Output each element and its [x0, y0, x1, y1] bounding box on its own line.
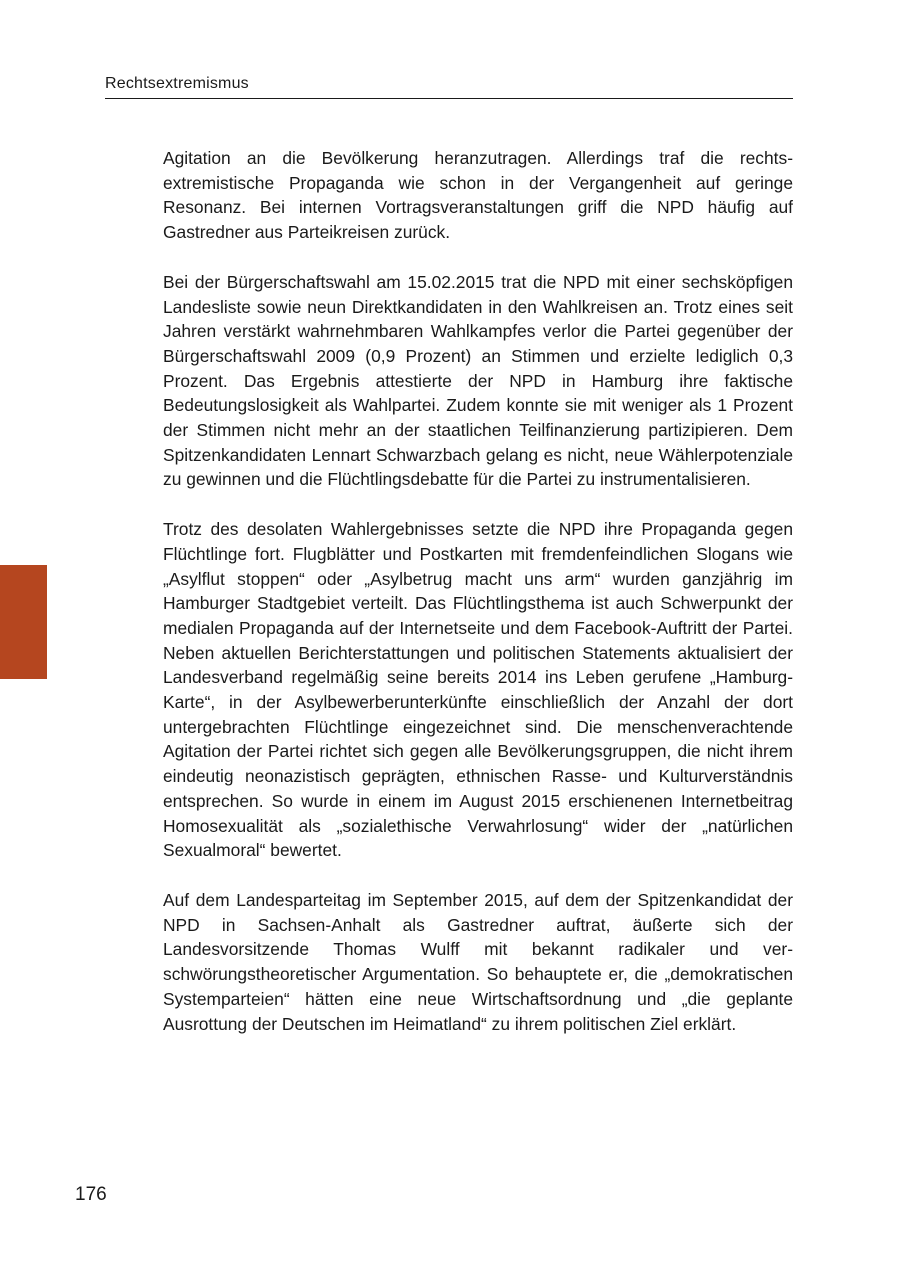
running-header: [105, 75, 793, 99]
chapter-tab-marker: [0, 565, 47, 679]
paragraph: Trotz des desolaten Wahlergebnisses setzte die NPD ihre Propaganda gegen Flüchtlinge fort. Flugblätter und Postkarten mit fremdenfeindlichen Slogans wie „Asylflut stoppen“ oder „Asylbetrug macht uns arm“ wurden ganzjährig im Hamburger Stadtgebiet verteilt. Das Flüchtlingsthema ist auch Schwerpunkt der medialen Propaganda auf der Internetseite und dem Facebook-Auftritt der Partei. Neben aktuellen Berichterstattungen und politischen Statements aktualisiert der Landesverband regelmäßig seine bereits 2014 ins Leben gerufene „Hamburg-Karte“, in der Asylbewerberunterkünfte einschließlich der Anzahl der dort untergebrachten Flüchtlinge eingezeichnet sind. Die menschenverachtende Agitation der Partei richtet sich gegen alle Bevölkerungsgruppen, die nicht ihrem eindeutig neonazistisch geprägten, ethnischen Rasse- und Kulturverständnis entsprechen. So wurde in einem im August 2015 erschienenen Internetbeitrag Homosexualität als „sozialethische Verwahrlosung“ wider der „natürlichen Sexualmoral“ bewertet.: [163, 519, 793, 861]
paragraph: Agitation an die Bevölkerung heranzutragen. Allerdings traf die rechtsextremistische Propaganda wie schon in der Vergangenheit auf geringe Resonanz. Bei internen Vortragsveranstaltungen griff die NPD häufig auf Gastredner aus Parteikreisen zurück.: [163, 148, 793, 243]
paragraph: Auf dem Landesparteitag im September 2015, auf dem der Spitzenkandidat der NPD in Sachsen-Anhalt als Gastredner auftrat, äußerte sich der Landesvorsitzende Thomas Wulff mit bekannt radikaler und verschwörungstheoretischer Argumentation. So behauptete er, die „demokratischen Systemparteien“ hätten eine neue Wirtschaftsordnung und „die geplante Ausrottung der Deutschen im Heimatland“ zu ihrem politischen Ziel erklärt.: [163, 889, 793, 1034]
running-title: Rechtsextremismus: [105, 75, 249, 92]
paragraph: Bei der Bürgerschaftswahl am 15.02.2015 trat die NPD mit einer sechsköpfigen Landesliste sowie neun Direktkandidaten in den Wahlkreisen an. Trotz eines seit Jahren verstärkt wahrnehmbaren Wahlkampfes verlor die Partei gegenüber der Bürgerschaftswahl 2009 (0,9 Prozent) an Stimmen und erzielte lediglich 0,3 Prozent. Das Ergebnis attestierte der NPD in Hamburg ihre faktische Bedeutungslosigkeit als Wahlpartei. Zudem konnte sie mit weniger als 1 Prozent der Stimmen nicht mehr an der staatlichen Teilfinanzierung partizipieren. Dem Spitzenkandidaten Lennart Schwarzbach gelang es nicht, neue Wählerpotenziale zu gewinnen und die Flüchtlingsdebatte für die Partei zu instrumentalisieren.: [163, 271, 793, 490]
page-number: 176: [75, 1184, 107, 1205]
body-text: [163, 146, 793, 1061]
